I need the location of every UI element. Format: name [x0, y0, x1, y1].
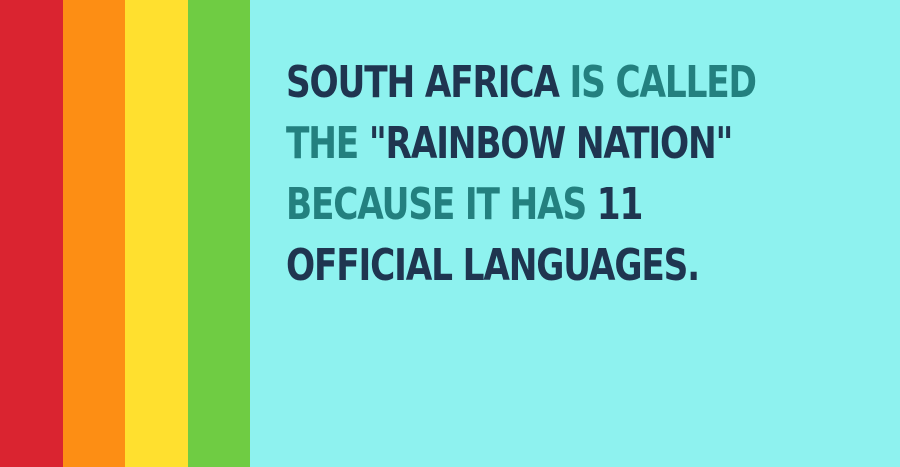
- fact-segment: 11: [596, 179, 643, 230]
- fact-segment: IS CALLED: [569, 57, 756, 108]
- fact-line-2: [286, 113, 754, 174]
- stripe-orange: [63, 0, 125, 467]
- fact-line-3: [286, 174, 754, 235]
- stripe-yellow: [125, 0, 188, 467]
- stripe-red: [0, 0, 63, 467]
- stripe-green: [188, 0, 250, 467]
- fact-segment: THE: [286, 118, 369, 169]
- fact-segment: "RAINBOW NATION": [368, 118, 733, 169]
- fact-text: [286, 52, 754, 296]
- fact-segment: SOUTH AFRICA: [286, 57, 570, 108]
- fact-line-4: [286, 235, 754, 296]
- fact-segment: OFFICIAL LANGUAGES.: [286, 240, 700, 291]
- fact-line-1: [286, 52, 754, 113]
- fact-segment: BECAUSE IT HAS: [286, 179, 597, 230]
